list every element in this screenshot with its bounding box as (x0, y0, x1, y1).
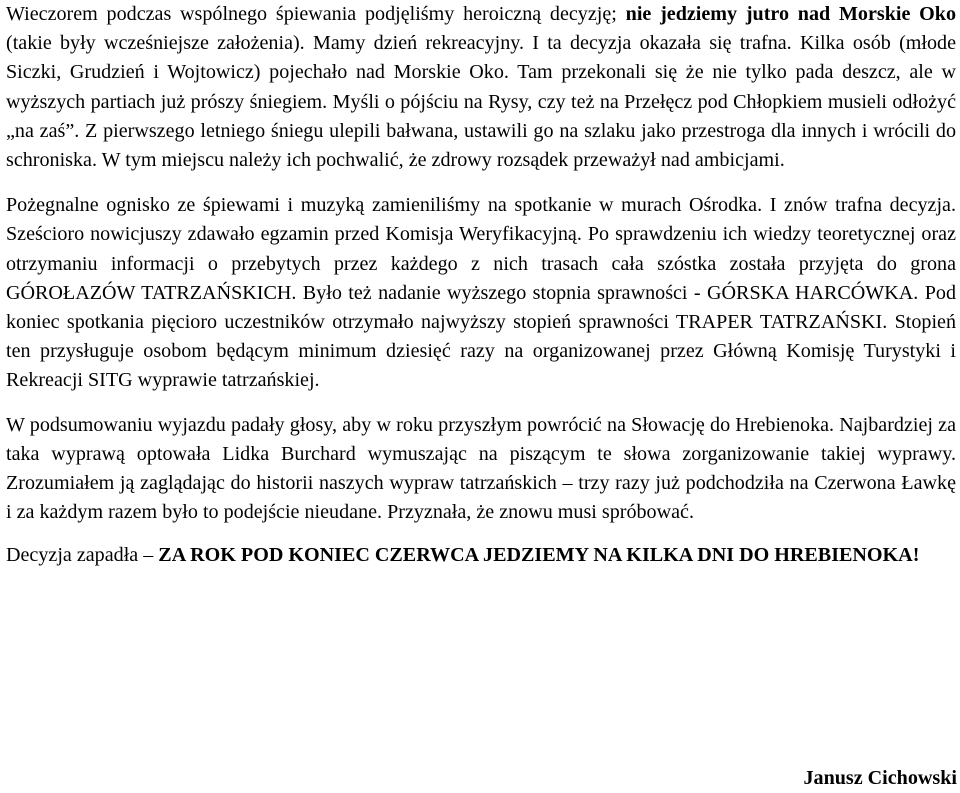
paragraph-1-bold-decision: nie jedziemy jutro nad Morskie Oko (625, 3, 956, 25)
author-signature: Janusz Cichowski (803, 767, 957, 789)
paragraph-4-lead: Decyzja zapadła – (6, 544, 154, 567)
paragraph-1 (6, 0, 956, 175)
paragraph-3: W podsumowaniu wyjazdu padały głosy, aby w roku przyszłym powrócić na Słowację do Hrebienoka. Najbardziej za taka wyprawą optowała Lidka Burchard wymuszając na piszącym te słowa zorganizowanie takiej wyprawy. Zrozumiałem ją zaglądając do historii naszych wypraw tatrzańskich – trzy razy już podchodziła na Czerwona Ławkę i za każdym razem było to podejście nieudane. Przyznała, że znowu musi spróbować. (6, 413, 956, 524)
paragraph-1-text-b: (takie były wcześniejsze założenia). Mamy dzień rekreacyjny. I ta decyzja okazała się trafna. Kilka osób (młode Siczki, Grudzień i Wojtowicz) pojechało nad Morskie Oko. Tam przekonali się że nie tylko pada deszcz, ale w wyższych partiach już prószy śniegiem. Myśli o pójściu na Rysy, czy też na Przełęcz pod Chłopkiem musieli odłożyć „na zaś”. Z pierwszego letniego śniegu ulepili bałwana, ustawili go na szlaku jako przestroga dla innych i wrócili do schroniska. W tym miejscu należy ich pochwalić, że zdrowy rozsądek przeważył nad ambicjami. (6, 32, 956, 172)
paragraph-2: Pożegnalne ognisko ze śpiewami i muzyką zamieniliśmy na spotkanie w murach Ośrodka. I znów trafna decyzja. Sześcioro nowicjuszy zdawało egzamin przed Komisja Weryfikacyjną. Po sprawdzeniu ich wiedzy teoretycznej oraz otrzymaniu informacji o przebytych przez każdego z nich trasach cała szóstka została przyjęta do grona GÓROŁAZÓW TATRZAŃSKICH. Było też nadanie wyższego stopnia sprawności - GÓRSKA HARCÓWKA. Pod koniec spotkania pięcioro uczestników otrzymało najwyższy stopień sprawności TRAPER TATRZAŃSKI. Stopień ten przysługuje osobom będącym minimum dziesięć razy na organizowanej przez Główną Komisję Turystyki i Rekreacji SITG wyprawie tatrzańskiej. (6, 194, 956, 392)
paragraph-1-text-a: Wieczorem podczas wspólnego śpiewania podjęliśmy heroiczną decyzję; (6, 3, 617, 25)
document-page (6, 0, 956, 571)
paragraph-4 (6, 541, 956, 570)
paragraph-4-bold-announcement: ZA ROK POD KONIEC CZERWCA JEDZIEMY NA KILKA DNI DO HREBIENOKA! (158, 544, 920, 567)
